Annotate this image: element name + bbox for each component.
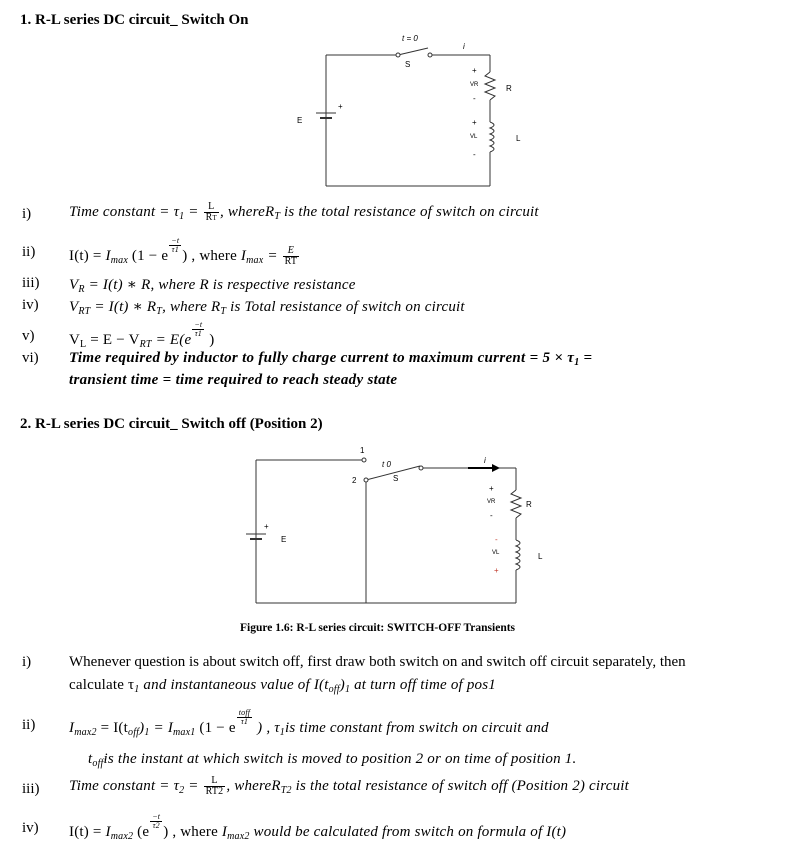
item-number: ii) — [22, 244, 36, 260]
source2-plus: + — [264, 522, 269, 531]
section2-heading: 2. R-L series DC circuit_ Switch off (Position 2) — [20, 416, 323, 432]
switch1-label: S — [405, 60, 411, 69]
equation-time-constant-1: Time constant = $\tau_1$ = $\frac{L}{RT}$ , whereR$_T$ is the total resistance of switch on circuit — [69, 201, 539, 223]
l1-label: L — [516, 134, 521, 143]
position1-label: 1 — [360, 446, 365, 455]
vl1-plus: + — [472, 118, 477, 127]
switch2-label: S — [393, 474, 399, 483]
l2-label: L — [538, 552, 543, 561]
vr1-minus: - — [473, 94, 476, 103]
equation-imax2: $I_{max2} = I(t_{off})_1 = I_{max1}$ (1 − e $\frac{\text{toff}}{\tau 1}$ ) , $\tau_1is$ time constant from switch on circuit and — [69, 708, 549, 738]
vl1-minus: - — [473, 150, 476, 159]
equation-time-constant-2: Time constant = $\tau_2$ = $\frac{L}{RT2}$ , whereR$_{T2}$ is the total resistance of switch off (Position 2) circuit — [69, 775, 630, 797]
source2-label: E — [281, 535, 287, 544]
item-number: i) — [22, 654, 32, 670]
section1-heading: 1. R-L series DC circuit_ Switch On — [20, 12, 249, 28]
switch2-time-label: t 0 — [382, 460, 391, 469]
vr2-minus: - — [490, 511, 493, 520]
equation-vr: $V_R = I(t)$ ∗ R, where R is respective resistance — [69, 277, 356, 295]
equation-current-decay: $I(t) = I_{max2}$ (e $\frac{-t}{\tau 2}$ ) , where $I_{max2}$ would be calculated from switch on formula of I(t) — [69, 812, 567, 842]
vr1-label: VR — [470, 82, 479, 88]
r2-label: R — [526, 500, 532, 509]
equation-imax2-line2: $t_{off}is$ the instant at which switch is moved to position 2 or on time of position 1. — [88, 751, 577, 769]
switch-off-instruction-line1: Whenever question is about switch off, first draw both switch on and switch off circuit separately, then — [69, 654, 686, 670]
current2-label: i — [484, 456, 486, 465]
item-number: vi) — [22, 350, 39, 366]
equation-vrt: $V_{RT} = I(t)$ ∗ $R_T$, where $R_T$ is Total resistance of switch on circuit — [69, 299, 465, 317]
equation-current-rise: $I(t) = I_{max}$ (1 − e $\frac{-t}{\tau 1}$ ) , where $I_{max}$ = $\frac{E}{RT}$ — [69, 236, 298, 268]
position2-label: 2 — [352, 476, 357, 485]
item-number: i) — [22, 206, 32, 222]
vl2-plus: + — [494, 566, 499, 575]
item-number: ii) — [22, 717, 36, 733]
item-number: v) — [22, 328, 35, 344]
transient-time-line2: transient time = time required to reach steady state — [69, 372, 398, 388]
item-number: iv) — [22, 297, 39, 313]
current1-label: i — [463, 42, 465, 51]
switch1-time-label: t = 0 — [402, 34, 418, 43]
vl2-label: VL — [492, 550, 500, 556]
equation-vl: $V_L = E - V_{RT} = E(e$ $\frac{-t}{\tau 1}$ ) — [69, 320, 215, 350]
source1-label: E — [297, 116, 303, 125]
item-number: iii) — [22, 781, 40, 797]
r1-label: R — [506, 84, 512, 93]
vl1-label: VL — [470, 134, 478, 140]
switch-off-instruction-line2: calculate $\tau_1$ and instantaneous value of $I(t_{off})_1$ at turn off time of pos1 — [69, 677, 496, 695]
vl2-minus: - — [495, 535, 498, 544]
item-number: iv) — [22, 820, 39, 836]
vr2-plus: + — [489, 484, 494, 493]
vr2-label: VR — [487, 499, 496, 505]
transient-time-line1: Time required by inductor to fully charge current to maximum current = $5 \times \tau_1$ = — [69, 350, 593, 368]
item-number: iii) — [22, 275, 40, 291]
source1-plus: + — [338, 102, 343, 111]
vr1-plus: + — [472, 66, 477, 75]
figure-caption: Figure 1.6: R-L series circuit: SWITCH-OFF Transients — [240, 622, 516, 634]
